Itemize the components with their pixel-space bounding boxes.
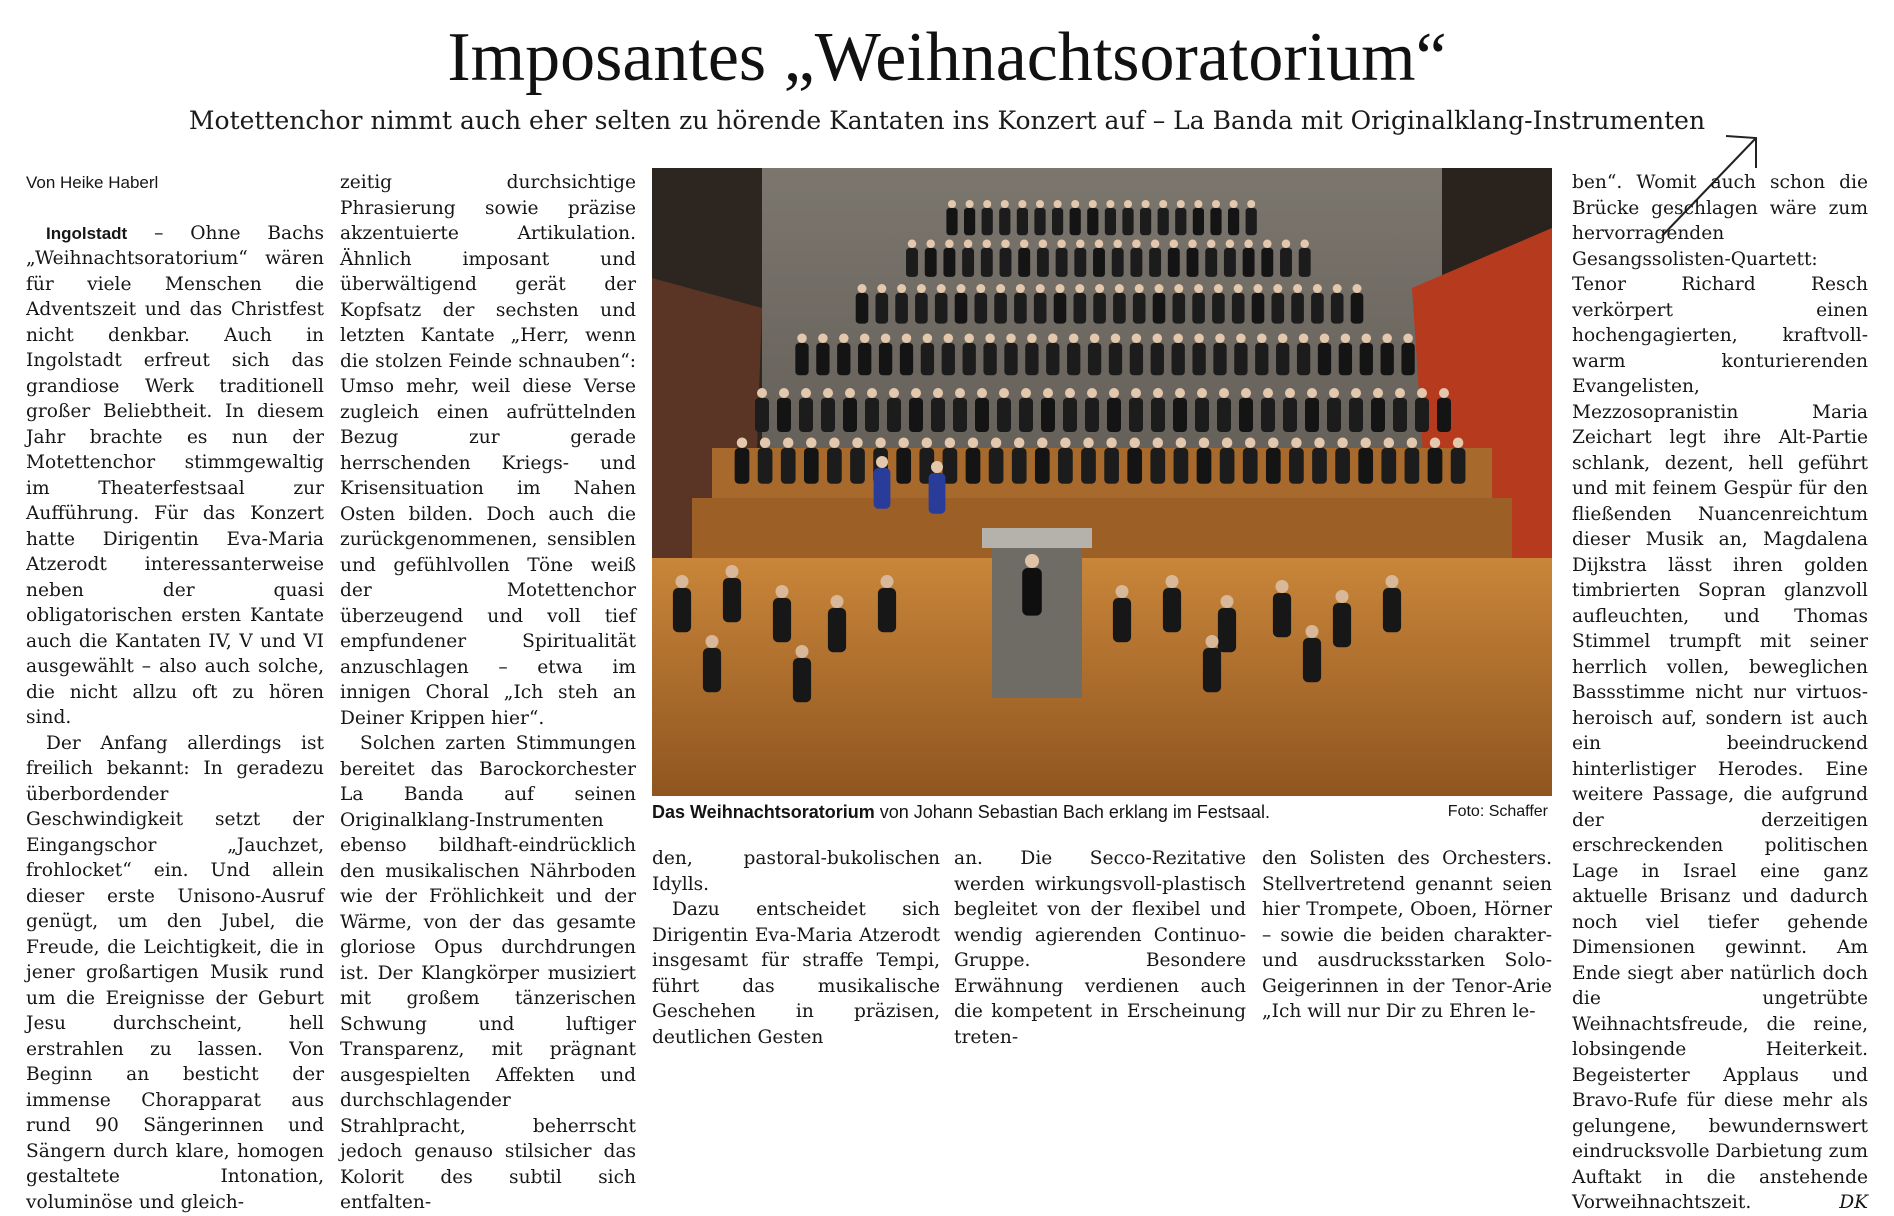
paragraph: [26, 221, 324, 731]
photo-caption: [652, 796, 1552, 828]
column-5: [1262, 846, 1552, 1025]
photo-credit: Foto: Schaffer: [1447, 803, 1548, 820]
dateline: Ingolstadt: [46, 223, 128, 243]
concert-photo: [652, 168, 1552, 796]
paragraph: den, pastoral-bukolischen Idylls.: [652, 848, 940, 895]
paragraph: den Solisten des Orchesters. Stellvertretend genannt seien hier Trompete, Oboen, Hörner – sowie die beiden charakter- und ausdrucksstarken Solo-Geigerinnen in der Tenor-Arie „Ich will nur Dir zu Ehren le-: [1262, 848, 1552, 1022]
caption-text: von Johann Sebastian Bach erklang im Festsaal.: [874, 802, 1270, 822]
column-3: [652, 846, 940, 1050]
caption-title: Das Weihnachtsoratorium: [652, 802, 875, 822]
column-2: [340, 170, 636, 1216]
column-4: [954, 846, 1246, 1050]
paragraph: Der Anfang allerdings ist freilich bekannt: In geradezu überbordender Geschwindigkeit setzt der Eingangschor „Jauchzet, frohlocket“ ein. Und allein dieser erste Unisono-Ausruf genügt, um den Jubel, die Freude, die Leichtigkeit, die in jener großartigen Musik rund um die Ereignisse der Geburt Jesu durchscheint, hell erstrahlen zu lassen. Von Beginn an besticht der immense Chorapparat aus rund 90 Sängerinnen und Sängern durch klare, homogen gestaltete Intonation, voluminöse und gleich-: [26, 732, 324, 1213]
headline: Imposantes „Weihnachtsoratorium“: [447, 19, 1447, 96]
subheadline: Motettenchor nimmt auch eher selten zu hörende Kantaten ins Konzert auf – La Banda mit Originalklang-Instrumenten: [188, 106, 1706, 135]
column-1: [26, 170, 324, 1215]
paragraph: Solchen zarten Stimmungen bereitet das Barockorchester La Banda auf seinen Originalklang-Instrumenten ebenso bildhaft-eindrücklich den musikalischen Nährboden wie der Fröhlichkeit und der Wärme, von der das gesamte gloriose Opus durchdrungen ist. Der Klangkörper musiziert mit großem tänzerischen Schwung und luftiger Transparenz, mit prägnant ausgespielten Affekten und durchschlagender Strahlpracht, beherrscht jedoch genauso stilsicher das Kolorit des subtil sich entfalten-: [340, 733, 636, 1213]
author-signature: DK: [1839, 1192, 1868, 1213]
byline: Von Heike Haberl: [26, 173, 159, 192]
paragraph-text: ben“. Womit auch schon die Brücke geschlagen wäre zum hervorragenden Gesangssolisten-Quartett: Tenor Richard Resch verkörpert einen hochengagierten, kraftvoll-warm konturierenden Evangelisten, Mezzosopranistin Maria Zeichart legt ihre Alt-Partie schlank, dezent, hell geführt und mit feinem Gespür für den fließenden Nuancenreichtum dieser Musik an, Magdalena Dijkstra lässt ihren golden timbrierten Sopran glanzvoll aufleuchten, und Thomas Stimmel trumpft mit seiner herrlich vollen, beweglichen Bassstimme nicht nur virtuos-heroisch auf, sondern ist auch ein beeindruckend hinterlistiger Herodes. Eine weitere Passage, die aufgrund der derzeitigen erschreckenden politischen Lage in Israel eine ganz aktuelle Brisanz und dadurch noch viel tiefer gehende Dimensionen gewinnt. Am Ende siegt aber natürlich doch die ungetrübte Weihnachtsfreude, die reine, lobsingende Heiterkeit. Begeisterter Applaus und Bravo-Rufe für diese mehr als gelungene, bewundernswert eindrucksvolle Darbietung zum Auftakt in die anstehende Vorweihnachtszeit.: [1572, 172, 1868, 1213]
paragraph: Dazu entscheidet sich Dirigentin Eva-Maria Atzerodt insgesamt für straffe Tempi, führt das musikalische Geschehen in präzisen, deutlichen Gesten: [652, 899, 940, 1048]
paragraph: an. Die Secco-Rezitative werden wirkungsvoll-plastisch begleitet von der flexibel und wendig agierenden Continuo-Gruppe. Besondere Erwähnung verdienen auch die kompetent in Erscheinung treten-: [954, 848, 1246, 1048]
paragraph: [1572, 170, 1868, 1216]
paragraph-text: – Ohne Bachs „Weihnachtsoratorium“ wären für viele Menschen die Adventszeit und das Christfest nicht denkbar. Auch in Ingolstadt erfreut sich das grandiose Werk traditionell großer Beliebtheit. In diesem Jahr brachte es nun der Motettenchor stimmgewaltig im Theaterfestsaal zur Aufführung. Für das Konzert hatte Dirigentin Eva-Maria Atzerodt interessanterweise neben der quasi obligatorischen ersten Kantate auch die Kantaten IV, V und VI ausgewählt – also auch solche, die nicht allzu oft zu hören sind.: [26, 222, 324, 728]
paragraph: zeitig durchsichtige Phrasierung sowie präzise akzentuierte Artikulation. Ähnlich imposant und überwältigend gerät der Kopfsatz der sechsten und letzten Kantate „Herr, wenn die stolzen Feinde schnauben“: Umso mehr, weil diese Verse zugleich einen aufrüttelnden Bezug zur gerade herrschenden Kriegs- und Krisensituation im Nahen Osten bilden. Doch auch die zurückgenommenen, sensiblen und gefühlvollen Töne weiß der Motettenchor überzeugend und voll tief empfundener Spiritualität anzuschlagen – etwa im innigen Choral „Ich steh an Deiner Krippen hier“.: [340, 172, 636, 729]
column-6: [1572, 170, 1868, 1216]
concert-photo-image: [652, 168, 1552, 796]
